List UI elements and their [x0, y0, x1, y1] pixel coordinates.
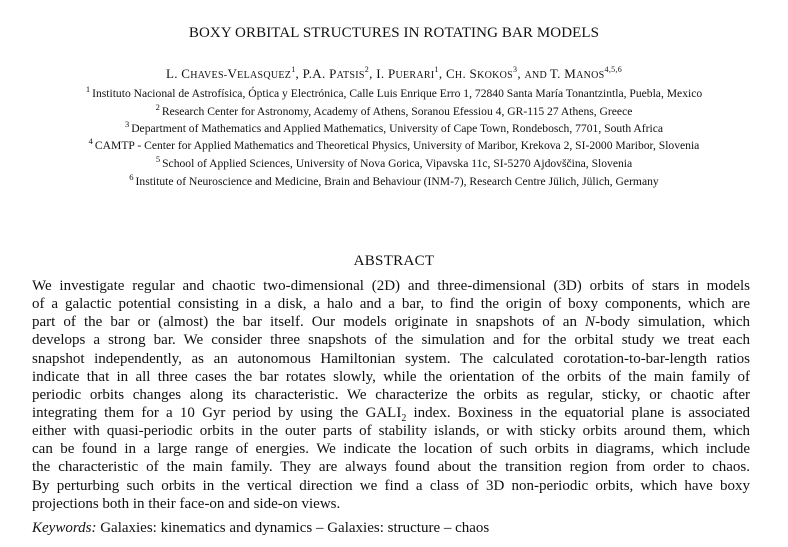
- affiliation-text: Instituto Nacional de Astrofísica, Óptica y Electrónica, Calle Luis Enrique Erro 1, 72840 Santa María Tonantzintla, Puebla, Mexico: [92, 87, 703, 100]
- affiliation-text: Department of Mathematics and Applied Mathematics, University of Cape Town, Rondebosch, 7701, South Africa: [131, 122, 664, 135]
- abstract-line: of a galactic potential consisting in a disk, a halo and a bar, to find the origin of boxy components, which are: [32, 296, 750, 313]
- affiliation-number: 6: [129, 172, 134, 182]
- author: L. CHAVES-VELASQUEZ$^1$: [165, 65, 296, 81]
- paper-title: BOXY ORBITAL STRUCTURES IN ROTATING BAR MODELS: [188, 25, 600, 41]
- abstract-line: develops a strong bar. We consider three snapshots of the simulation and for the orbital study we treat each: [32, 332, 750, 349]
- author-list: L. CHAVES-VELASQUEZ$^1$, P.A. PATSIS$^2$, I. PUERARI$^1$, CH. SKOKOS$^3$, AND T. MANOS$^{4,5,6}$: [165, 65, 623, 81]
- author-affiliation-number: 1: [291, 65, 296, 74]
- author: CH. SKOKOS$^3$: [445, 65, 518, 81]
- abstract-line: the characteristic of the main family. They are always found about the transition region from order to chaos.: [32, 459, 750, 476]
- author: I. PUERARI$^1$: [376, 65, 439, 81]
- affiliation-5: [0, 154, 788, 171]
- keywords: [32, 519, 750, 537]
- affiliation-3: [0, 119, 788, 136]
- affiliation-1: [0, 84, 788, 101]
- affiliation-4: [0, 136, 788, 153]
- abstract-line: periodic orbits changes along its characteristic. We characterize the orbits as regular, sticky, or chaotic after: [32, 386, 750, 403]
- affiliation-number: 4: [88, 136, 93, 146]
- abstract-line: We investigate regular and chaotic two-dimensional (2D) and three-dimensional (3D) orbits of stars in models: [32, 278, 750, 294]
- abstract-line: [32, 313, 750, 331]
- abstract-line: By perturbing such orbits in the vertical direction we find a class of 3D non-periodic orbits, which have boxy: [32, 477, 750, 494]
- affiliation-number: 2: [155, 102, 160, 112]
- math-variable: N: [585, 314, 596, 331]
- author-affiliation-number: 1: [434, 65, 439, 74]
- subscript: 2: [401, 412, 407, 424]
- author-affiliation-number: 4,5,6: [604, 65, 623, 74]
- affiliation-text: CAMTP - Center for Applied Mathematics and Theoretical Physics, University of Maribor, Krekova 2, SI-2000 Maribor, Slovenia: [94, 139, 700, 152]
- abstract-text: part of the bar or (almost) the bar itself. Our models originate in snapshots of an: [32, 314, 586, 331]
- author: AND T. MANOS$^{4,5,6}$: [524, 65, 623, 81]
- abstract-line: indicate that in all three cases the bar rotates slowly, while the orientation of the orbits of the main family of: [32, 368, 750, 385]
- abstract-heading: ABSTRACT: [353, 253, 435, 269]
- abstract-body: [32, 277, 750, 513]
- affiliation-text: Institute of Neuroscience and Medicine, Brain and Behaviour (INM-7), Research Centre Jülich, Jülich, Germany: [135, 175, 659, 188]
- affiliation-text: Research Center for Astronomy, Academy of Athens, Soranou Efessiou 4, GR-115 27 Athens, Greece: [161, 105, 633, 118]
- abstract-line: projections both in their face-on and side-on views.: [32, 495, 341, 512]
- abstract-line: can be found in a large range of energies. We indicate the location of such orbits in diagrams, which include: [32, 441, 750, 458]
- keywords-text: Galaxies: kinematics and dynamics – Galaxies: structure – chaos: [96, 520, 490, 536]
- affiliation-number: 3: [124, 119, 130, 129]
- affiliation-number: 5: [155, 154, 161, 164]
- abstract-text: -body simulation, which: [595, 314, 750, 331]
- author-affiliation-number: 3: [513, 65, 518, 74]
- abstract-text: integrating them for a 10 Gyr period by using the GALI: [32, 404, 402, 421]
- author-affiliation-number: 2: [364, 65, 370, 74]
- affiliation-text: School of Applied Sciences, University of Nova Gorica, Vipavska 11c, SI-5270 Ajdovščina, Slovenia: [162, 157, 633, 170]
- abstract-line: either with quasi-periodic orbits in the outer parts of stability islands, or with sticky orbits around them, which: [32, 423, 750, 440]
- affiliation-number: 1: [85, 84, 91, 94]
- affiliation-6: [0, 172, 788, 189]
- abstract-text: index. Boxiness in the equatorial plane is associated: [406, 404, 751, 421]
- abstract-line: [32, 404, 750, 422]
- abstract-line: snapshot independently, as an autonomous Hamiltonian system. The calculated corotation-to-bar-length ratios: [32, 350, 750, 367]
- affiliation-2: [0, 102, 788, 119]
- keywords-label: Keywords:: [32, 520, 97, 536]
- author: P.A. PATSIS$^2$: [302, 65, 370, 81]
